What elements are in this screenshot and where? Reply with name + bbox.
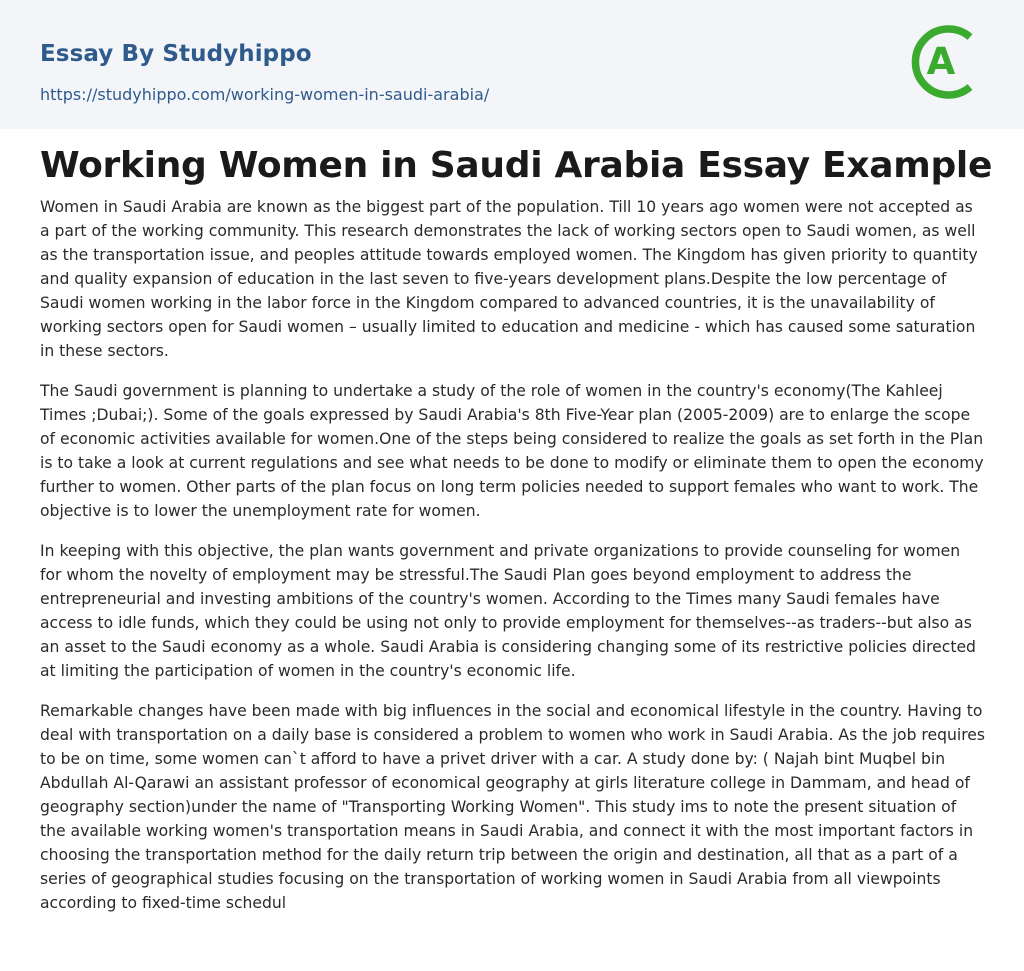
site-brand[interactable]: Essay By Studyhippo [40,41,312,67]
essay-url-link[interactable]: https://studyhippo.com/working-women-in-saudi-arabia/ [40,85,490,104]
essay-body [40,195,986,931]
site-header [0,0,1024,129]
essay-paragraph: Women in Saudi Arabia are known as the biggest part of the population. Till 10 years ago women were not accepted as a part of the working community. This research demonstrates the lack of working sectors open to Saudi women, as well as the transportation issue, and peoples attitude towards employed women. The Kingdom has given priority to quantity and quality expansion of education in the last seven to five-years development plans.Despite the low percentage of Saudi women working in the labor force in the Kingdom compared to advanced countries, it is the unavailability of working sectors open for Saudi women – usually limited to education and medicine - which has caused some saturation in these sectors. [40,198,978,360]
studyhippo-logo-icon[interactable] [910,18,988,106]
essay-paragraph: In keeping with this objective, the plan wants government and private organizations to provide counseling for women for whom the novelty of employment may be stressful.The Saudi Plan goes beyond employment to address the entrepreneurial and investing ambitions of the country's women. According to the Times many Saudi females have access to idle funds, which they could be using not only to provide employment for themselves--as traders--but also as an asset to the Saudi economy as a whole. Saudi Arabia is considering changing some of its restrictive policies directed at limiting the participation of women in the country's economic life. [40,542,976,680]
essay-paragraph: The Saudi government is planning to undertake a study of the role of women in the country's economy(The Kahleej Times ;Dubai;). Some of the goals expressed by Saudi Arabia's 8th Five-Year plan (2005-2009) are to enlarge the scope of economic activities available for women.One of the steps being considered to realize the goals as set forth in the Plan is to take a look at current regulations and see what needs to be done to modify or eliminate them to open the economy further to women. Other parts of the plan focus on long term policies needed to support females who want to work. The objective is to lower the unemployment rate for women. [40,382,984,520]
page-title: Working Women in Saudi Arabia Essay Example [40,145,993,186]
logo-letter: A [926,40,956,83]
essay-paragraph: Remarkable changes have been made with big influences in the social and economical lifestyle in the country. Having to deal with transportation on a daily base is considered a problem to women who work in Saudi Arabia. As the job requires to be on time, some women can`t afford to have a privet driver with a car. A study done by: ( Najah bint Muqbel bin Abdullah Al-Qarawi an assistant professor of economical geography at girls literature college in Dammam, and head of geography section)under the name of "Transporting Working Women". This study ims to note the present situation of the available working women's transportation means in Saudi Arabia, and connect it with the most important factors in choosing the transportation method for the daily return trip between the origin and destination, all that as a part of a series of geographical studies focusing on the transportation of working women in Saudi Arabia from all viewpoints according to fixed-time schedul [40,702,985,912]
